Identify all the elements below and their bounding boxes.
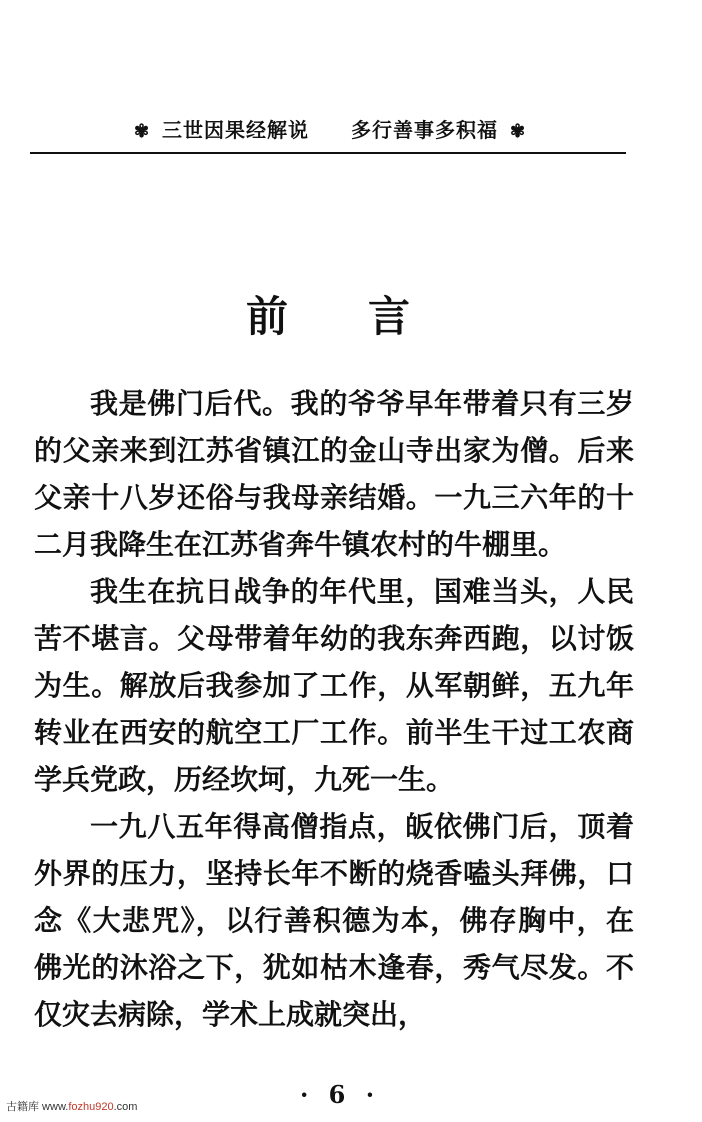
flower-ornament-icon: ✾: [509, 121, 527, 142]
page-number: · 6 ·: [299, 1080, 381, 1109]
header-rule: [30, 152, 626, 154]
flower-ornament-icon: ✾: [133, 121, 151, 142]
header-book-title: 三世因果经解说: [162, 118, 310, 142]
watermark-domain: fozhu920: [68, 1101, 114, 1113]
watermark-suffix: .com: [113, 1101, 138, 1113]
site-watermark: [6, 1098, 137, 1114]
paragraph-3: 一九八五年得高僧指点，皈依佛门后，顶着外界的压力，坚持长年不断的烧香嗑头拜佛，口念《大悲咒》，以行善积德为本，佛存胸中，在佛光的沐浴之下，犹如枯木逢春，秀气尽发。不仅灾去病除，学术上成就突出，: [34, 810, 634, 1031]
paragraph-1: 我是佛门后代。我的爷爷早年带着只有三岁的父亲来到江苏省镇江的金山寺出家为僧。后来父亲十八岁还俗与我母亲结婚。一九三六年的十二月我降生在江苏省奔牛镇农村的牛棚里。: [34, 387, 634, 561]
watermark-prefix: 古籍库 www.: [6, 1101, 69, 1113]
paragraph-2: 我生在抗日战争的年代里，国难当头，人民苦不堪言。父母带着年幼的我东奔西跑，以讨饭为生。解放后我参加了工作，从军朝鲜，五九年转业在西安的航空工厂工作。前半生干过工农商学兵党政，历经坎坷，九死一生。: [34, 575, 634, 796]
preface-body: [34, 380, 634, 1038]
page-title: 前言: [245, 292, 490, 341]
running-header: [30, 114, 630, 143]
header-motto: 多行善事多积福: [350, 118, 498, 142]
